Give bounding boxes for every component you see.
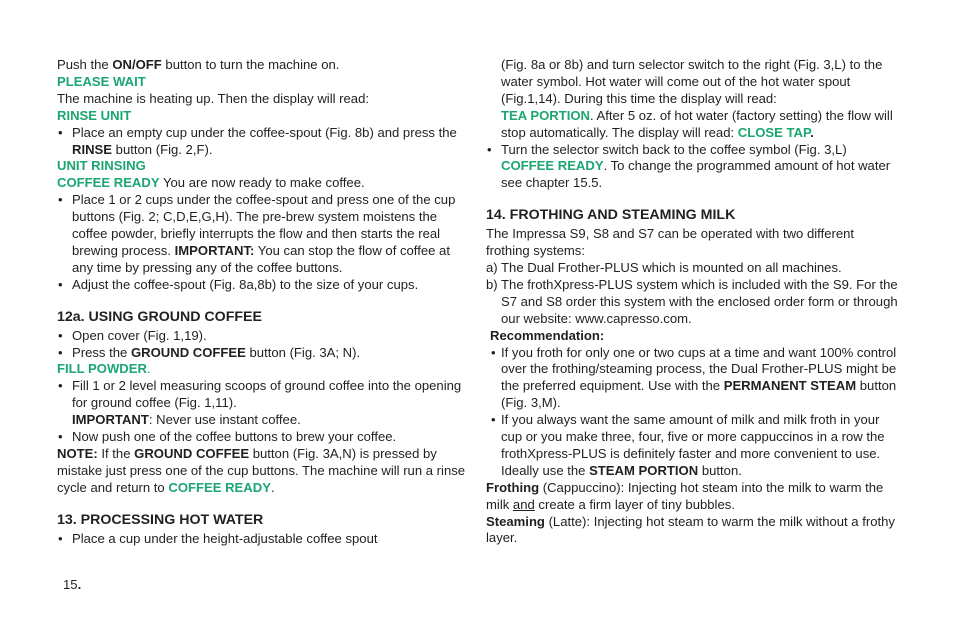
right-column bbox=[486, 57, 898, 547]
frothing-definition: Frothing (Cappuccino): Injecting hot steam into the milk to warm the milk and create a firm layer of tiny bubbles. bbox=[486, 479, 884, 512]
bullet-adjust-spout: • Adjust the coffee-spout (Fig. 8a,8b) to the size of your cups. bbox=[57, 277, 469, 294]
note-text: NOTE: If the GROUND COFFEE button (Fig. 3A,N) is pressed by mistake just press one of the cup buttons. The machine will run a rinse cycle and return to COFFEE READY. bbox=[57, 445, 466, 495]
recommendation-label: Recommendation: bbox=[490, 327, 605, 343]
tea-portion-text: TEA PORTION. After 5 oz. of hot water (factory setting) the flow will stop automatically. The display will read: CLOSE TAP. bbox=[501, 107, 893, 140]
bullet-place-cup: • Place an empty cup under the coffee-spout (Fig. 8b) and press the RINSE button (Fig. 2,F). bbox=[57, 125, 469, 159]
frothing-systems-intro: The Impressa S9, S8 and S7 can be operated with two different frothing systems: bbox=[486, 226, 855, 259]
bullet-fill-scoops: • Fill 1 or 2 level measuring scoops of ground coffee into the opening for ground coffee (Fig. 1,11). bbox=[57, 378, 469, 412]
bullet-frothxpress: • If you always want the same amount of milk and milk froth in your cup or you make three, four, five or more cappuccinos in a row the frothXpress-PLUS is definitely faster and more convenient to use. Ideally use the STEAM PORTION button. bbox=[486, 412, 898, 480]
bullet-place-cups: • Place 1 or 2 cups under the coffee-spout and press one of the cup buttons (Fig. 2; C,D,E,G,H). The pre-brew system moistens the coffee powder, briefly interrupts the flow and then starts the real brewing process. IMPORTANT: You can stop the flow of coffee at any time by pressing any of the coffee buttons. bbox=[57, 192, 469, 277]
display-unit-rinsing: UNIT RINSING bbox=[57, 158, 146, 174]
coffee-ready-text: COFFEE READY You are now ready to make coffee. bbox=[57, 175, 365, 191]
bullet-open-cover: • Open cover (Fig. 1,19). bbox=[57, 328, 469, 345]
option-b: b) The frothXpress-PLUS system which is included with the S9. For the S7 and S8 order this system with the enclosed order form or through our website: www.capresso.com. bbox=[486, 276, 898, 326]
bullet-turn-selector: • Turn the selector switch back to the coffee symbol (Fig. 3,L) COFFEE READY. To change the programmed amount of hot water see chapter 15.5. bbox=[486, 142, 898, 193]
display-rinse-unit: RINSE UNIT bbox=[57, 107, 132, 123]
steaming-definition: Steaming (Latte): Injecting hot steam to warm the milk without a frothy layer. bbox=[486, 513, 895, 546]
heading-12a: 12a. USING GROUND COFFEE bbox=[57, 308, 262, 325]
bullet-push-button: • Now push one of the coffee buttons to brew your coffee. bbox=[57, 429, 469, 446]
heading-13: 13. PROCESSING HOT WATER bbox=[57, 511, 264, 528]
left-column bbox=[57, 57, 469, 547]
power-on-instruction: Push the ON/OFF button to turn the machine on. bbox=[57, 57, 340, 72]
bullet-press-ground-coffee: • Press the GROUND COFFEE button (Fig. 3A; N). bbox=[57, 345, 469, 362]
heading-14: 14. FROTHING AND STEAMING MILK bbox=[486, 207, 736, 224]
option-a: a) The Dual Frother-PLUS which is mounted on all machines. bbox=[486, 259, 842, 275]
display-please-wait: PLEASE WAIT bbox=[57, 73, 146, 89]
display-fill-powder: FILL POWDER. bbox=[57, 361, 151, 377]
bullet-place-cup-spout: • Place a cup under the height-adjustable coffee spout bbox=[57, 531, 469, 548]
page-number: 15. bbox=[63, 577, 82, 592]
hot-water-instructions: (Fig. 8a or 8b) and turn selector switch to the right (Fig. 3,L) to the water symbol. Hot water will come out of the hot water spout (Fig.1,14). During this time the display will read: bbox=[501, 57, 883, 106]
important-instant-coffee: IMPORTANT: Never use instant coffee. bbox=[72, 412, 301, 428]
heating-text: The machine is heating up. Then the display will read: bbox=[57, 90, 370, 106]
bullet-dual-frother: • If you froth for only one or two cups at a time and want 100% control over the frothing/steaming process, the Dual Frother-PLUS might be the preferred equipment. Use with the PERMANENT STEAM button (Fig. 3,M). bbox=[486, 345, 898, 413]
